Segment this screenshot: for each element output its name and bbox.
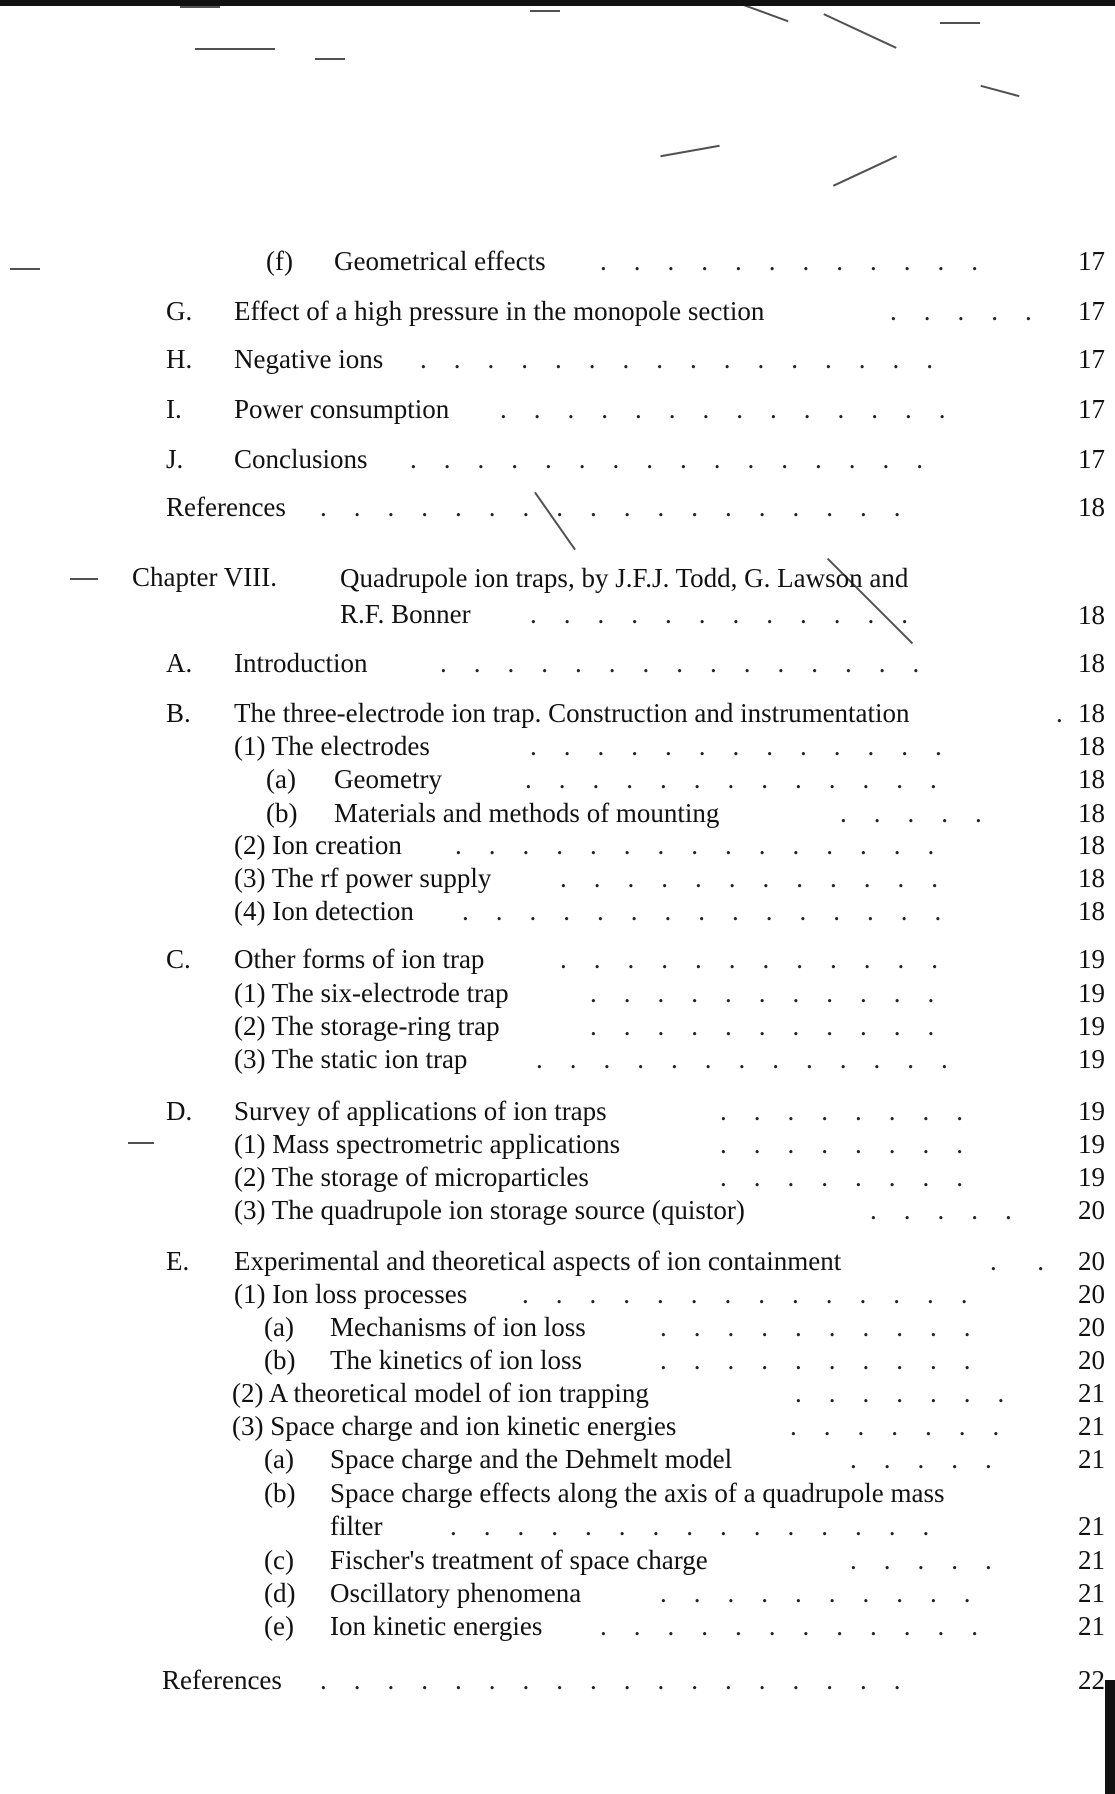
entry-title: Ion kinetic energies	[330, 1611, 543, 1641]
entry-label: I.	[166, 394, 182, 424]
toc-entry	[0, 1376, 1115, 1410]
toc-entry	[0, 1343, 1115, 1377]
toc-entry	[0, 762, 1115, 796]
entry-page: 19	[1078, 1044, 1105, 1074]
entry-title: (2) A theoretical model of ion trapping	[232, 1378, 649, 1408]
toc-entry	[0, 942, 1115, 976]
toc-entry	[0, 1609, 1115, 1643]
scan-mark	[315, 58, 345, 60]
entry-page: 19	[1078, 1096, 1105, 1126]
entry-page: 21	[1078, 1378, 1105, 1408]
entry-page: 17	[1078, 246, 1105, 276]
toc-entry	[0, 490, 1115, 524]
entry-title: Space charge and the Dehmelt model	[330, 1444, 733, 1474]
entry-page: 19	[1078, 978, 1105, 1008]
chapter-label: Chapter VIII.	[132, 562, 277, 592]
entry-title: Introduction	[234, 648, 368, 678]
toc-entry	[0, 1042, 1115, 1076]
chapter-title-line2: R.F. Bonner	[340, 599, 471, 629]
entry-label: (a)	[266, 764, 296, 794]
toc-entry	[0, 1543, 1115, 1577]
toc-entry	[0, 1127, 1115, 1161]
leader-dots: . . . . . . . . . . . . .	[530, 731, 942, 761]
entry-page: 17	[1078, 444, 1105, 474]
entry-title: Mechanisms of ion loss	[330, 1312, 586, 1342]
leader-dots: . . . . . . . . . . .	[590, 1011, 935, 1041]
entry-title-line1: Space charge effects along the axis of a quadrupole mass	[330, 1478, 945, 1508]
entry-page: 18	[1078, 896, 1105, 926]
toc-entry	[0, 976, 1115, 1010]
toc-entry	[0, 796, 1115, 830]
toc-entry	[0, 244, 1115, 278]
entry-page: 20	[1078, 1195, 1105, 1225]
entry-label: A.	[166, 648, 193, 678]
entry-title: (1) The electrodes	[234, 731, 430, 761]
entry-page: 18	[1078, 648, 1105, 678]
entry-title: (1) Mass spectrometric applications	[234, 1129, 621, 1159]
entry-page: 18	[1078, 492, 1105, 522]
entry-page: 20	[1078, 1246, 1105, 1276]
entry-page: 18	[1078, 600, 1105, 630]
leader-dots: . . . . . . . . . .	[660, 1578, 971, 1608]
entry-title: (2) Ion creation	[234, 830, 402, 860]
entry-page: 19	[1078, 1129, 1105, 1159]
entry-page: 19	[1078, 1162, 1105, 1192]
leader-dots: . . . . . . . .	[720, 1162, 963, 1192]
entry-title: The three-electrode ion trap. Construction and instrumentation	[234, 698, 910, 728]
toc-entry	[0, 392, 1115, 426]
scan-mark	[980, 85, 1019, 97]
entry-title: The kinetics of ion loss	[330, 1345, 582, 1375]
toc-entry	[0, 1277, 1115, 1311]
leader-dots: . . . . .	[840, 798, 982, 828]
entry-title: Survey of applications of ion traps	[234, 1096, 607, 1126]
scan-mark	[660, 145, 719, 157]
leader-dots: . .	[990, 1246, 1044, 1276]
entry-label: D.	[166, 1096, 193, 1126]
entry-label: J.	[166, 444, 184, 474]
toc-entry	[0, 1476, 1115, 1544]
toc-entry	[0, 1310, 1115, 1344]
chapter-title	[340, 560, 1080, 632]
entry-page: 21	[1078, 1411, 1105, 1441]
toc-entry	[0, 1576, 1115, 1610]
entry-title-line2: filter	[330, 1511, 383, 1541]
entry-page: 18	[1078, 798, 1105, 828]
leader-dots: . . . . . . . . . . . . .	[536, 1044, 948, 1074]
leader-dots: . . . . . . . . . . . .	[600, 1611, 978, 1641]
toc-entry	[0, 894, 1115, 928]
entry-label: (e)	[264, 1611, 294, 1641]
entry-page: 20	[1078, 1345, 1105, 1375]
entry-page: 20	[1078, 1279, 1105, 1309]
entry-page: 21	[1078, 1611, 1105, 1641]
leader-dots: . . . . . . . . . . . . . . .	[450, 1511, 930, 1541]
toc-entry	[0, 1160, 1115, 1194]
entry-label: (f)	[266, 246, 293, 276]
toc-entry	[0, 729, 1115, 763]
scan-mark	[180, 6, 220, 8]
entry-page: 21	[1078, 1545, 1105, 1575]
toc-entry	[0, 1094, 1115, 1128]
toc-entry	[0, 696, 1115, 730]
entry-title: Oscillatory phenomena	[330, 1578, 582, 1608]
entry-title: (2) The storage of microparticles	[234, 1162, 589, 1192]
toc-entry	[0, 1193, 1115, 1227]
entry-title: Power consumption	[234, 394, 450, 424]
entry-title: Geometry	[334, 764, 442, 794]
entry-title: (1) Ion loss processes	[234, 1279, 468, 1309]
entry-page: 18	[1078, 731, 1105, 761]
scan-edge	[0, 0, 1115, 6]
leader-dots: . . . . . . . .	[720, 1129, 963, 1159]
entry-title: (1) The six-electrode trap	[234, 978, 509, 1008]
toc-entry	[0, 342, 1115, 376]
entry-page: 19	[1078, 944, 1105, 974]
entry-page: 18	[1078, 863, 1105, 893]
leader-dots: . . . . . . .	[795, 1378, 1005, 1408]
entry-title: (3) The static ion trap	[234, 1044, 468, 1074]
toc-entry	[0, 828, 1115, 862]
entry-page: 17	[1078, 344, 1105, 374]
entry-label: H.	[166, 344, 193, 374]
toc-entry	[0, 1442, 1115, 1476]
leader-dots: . . . . . . . . . . . . . . .	[455, 830, 935, 860]
scan-edge	[1105, 1680, 1115, 1794]
entry-title: (3) The quadrupole ion storage source (quistor)	[234, 1195, 745, 1225]
entry-title: (2) The storage-ring trap	[234, 1011, 500, 1041]
leader-dots: . . . . . . . . . . . .	[600, 246, 978, 276]
entry-label: (b)	[264, 1345, 296, 1375]
entry-label: (b)	[266, 798, 298, 828]
entry-label: E.	[166, 1246, 190, 1276]
leader-dots: . . . . .	[850, 1444, 992, 1474]
leader-dots: . . . . . . . . . . .	[590, 978, 935, 1008]
entry-label: (a)	[264, 1312, 294, 1342]
entry-title: References	[166, 492, 286, 522]
entry-title: Experimental and theoretical aspects of ion containment	[234, 1246, 842, 1276]
entry-page: 18	[1078, 698, 1105, 728]
leader-dots: . . . . . . . . . . . . .	[525, 764, 937, 794]
leader-dots: . . . . . . . . . . . . . . . .	[420, 344, 933, 374]
entry-title: (4) Ion detection	[234, 896, 414, 926]
toc-entry	[0, 1663, 1115, 1697]
entry-label: G.	[166, 296, 193, 326]
entry-title: Negative ions	[234, 344, 384, 374]
leader-dots: . . . . . . . . . . . .	[530, 599, 908, 629]
scan-mark	[940, 22, 980, 24]
leader-dots: . . . . . . . .	[720, 1096, 963, 1126]
leader-dots: . . . . .	[850, 1545, 992, 1575]
entry-label: B.	[166, 698, 191, 728]
leader-dots: . . . . .	[890, 296, 1032, 326]
leader-dots: . . . . . . . . . . . . . . .	[440, 648, 920, 678]
leader-dots: . . . . . . . . . . . . . . . . . .	[320, 492, 901, 522]
scan-mark	[530, 10, 560, 12]
leader-dots: . . . . . . . . . . . . . . . . . .	[320, 1665, 901, 1695]
entry-title: Fischer's treatment of space charge	[330, 1545, 708, 1575]
toc-entry	[0, 294, 1115, 328]
leader-dots: . . . . . . . . . . . . . . . .	[410, 444, 923, 474]
chapter-entry	[0, 560, 1115, 636]
entry-page: 22	[1078, 1665, 1105, 1695]
leader-dots: . . . . . . . . . . . . . .	[522, 1279, 968, 1309]
toc-entry	[0, 442, 1115, 476]
entry-label: (b)	[264, 1478, 296, 1508]
entry-title: References	[162, 1665, 282, 1695]
leader-dots: . . . . . . . . . . . .	[560, 863, 938, 893]
leader-dots: . . . . . . . . . . . . . . .	[462, 896, 942, 926]
entry-page: 17	[1078, 296, 1105, 326]
toc-entry	[0, 1244, 1115, 1278]
leader-dots: . . . . . . . . . . . .	[560, 944, 938, 974]
entry-label: C.	[166, 944, 191, 974]
toc-entry	[0, 1009, 1115, 1043]
leader-dots: . . . . . . . . . .	[660, 1312, 971, 1342]
entry-page: 21	[1078, 1444, 1105, 1474]
entry-title: (3) Space charge and ion kinetic energies	[232, 1411, 677, 1441]
entry-page: 19	[1078, 1011, 1105, 1041]
entry-label: (d)	[264, 1578, 296, 1608]
scan-mark	[195, 48, 275, 50]
entry-title: Conclusions	[234, 444, 368, 474]
entry-title: Other forms of ion trap	[234, 944, 485, 974]
entry-page: 21	[1078, 1578, 1105, 1608]
entry-page: 18	[1078, 830, 1105, 860]
leader-dots: . . . . . . .	[790, 1411, 1000, 1441]
entry-page: 18	[1078, 764, 1105, 794]
entry-page: 20	[1078, 1312, 1105, 1342]
entry-title: Materials and methods of mounting	[334, 798, 720, 828]
entry-page: 21	[1078, 1511, 1105, 1541]
entry-label: (c)	[264, 1545, 294, 1575]
toc-entry	[0, 1409, 1115, 1443]
chapter-title-line1: Quadrupole ion traps, by J.F.J. Todd, G. Lawson and	[340, 563, 909, 593]
toc-entry	[0, 646, 1115, 680]
leader-dots: . . . . . . . . . . . . . .	[500, 394, 946, 424]
entry-page: 17	[1078, 394, 1105, 424]
toc-entry	[0, 861, 1115, 895]
entry-title: (3) The rf power supply	[234, 863, 492, 893]
entry-title: Geometrical effects	[334, 246, 546, 276]
leader-dots: . . . . . . . . . .	[660, 1345, 971, 1375]
leader-dots: . . . . .	[870, 1195, 1012, 1225]
entry-label: (a)	[264, 1444, 294, 1474]
scan-mark	[833, 155, 897, 186]
entry-title: Effect of a high pressure in the monopole section	[234, 296, 765, 326]
leader-dots: .	[1056, 698, 1063, 728]
scan-mark	[823, 13, 896, 49]
chapter-title-line2-row	[340, 596, 1080, 632]
